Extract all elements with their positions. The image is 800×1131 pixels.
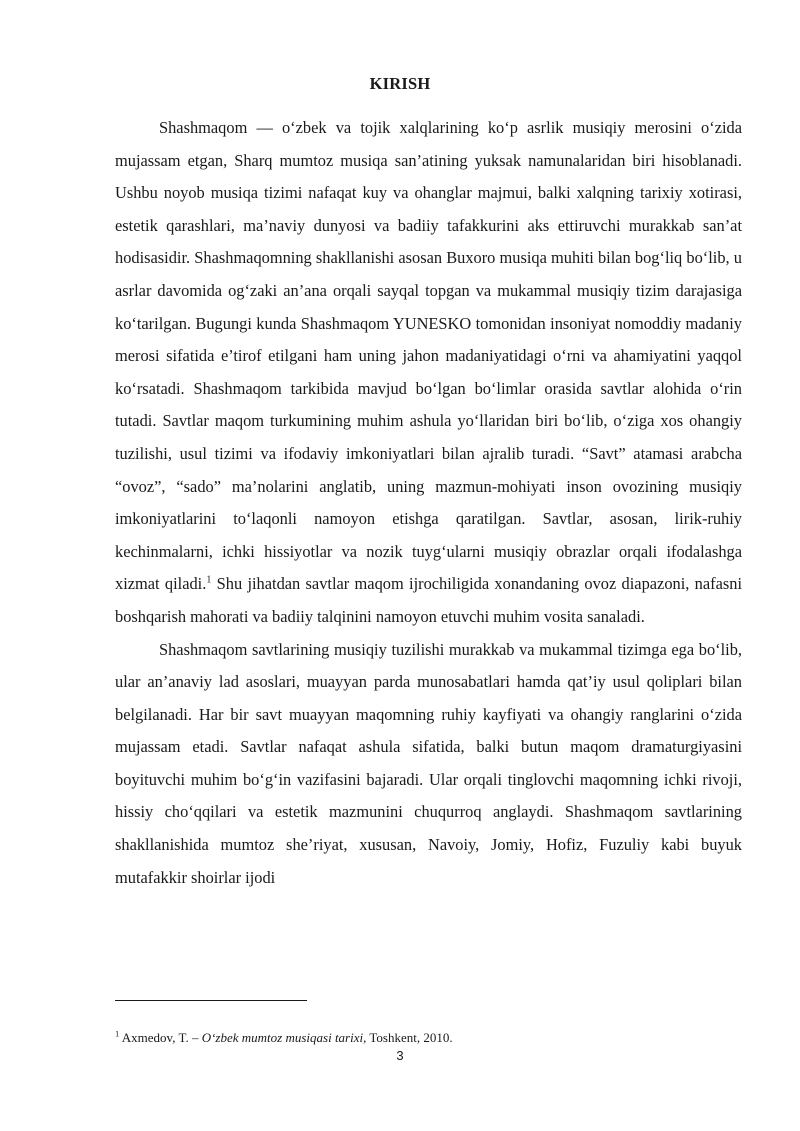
footnote [115,1030,742,1046]
paragraph-2: Shashmaqom savtlarining musiqiy tuzilishi murakkab va mukammal tizimga ega bo‘lib, ular an’anaviy lad asoslari, muayyan parda munosabatlari hamda qat’iy usul qoliplari bilan belgilanadi. Har bir savt muayyan maqomning ruhiy kayfiyati va ohangiy ranglarini o‘zida mujassam etadi. Savtlar nafaqat ashula sifatida, balki butun maqom dramaturgiyasini boyituvchi muhim bo‘g‘in vazifasini bajaradi. Ular orqali tinglovchi maqomning ichki rivoji, hissiy cho‘qqilari va estetik mazmunini chuqurroq anglaydi. Shashmaqom savtlarining shakllanishida mumtoz she’riyat, xususan, Navoiy, Jomiy, Hofiz, Fuzuliy kabi buyuk mutafakkir shoirlar ijodi [115,639,742,887]
paragraph-1-text: Shashmaqom — o‘zbek va tojik xalqlarining ko‘p asrlik musiqiy merosini o‘zida mujassam etgan, Sharq mumtoz musiqa san’atining yuksak namunalaridan biri hisoblanadi. Ushbu noyob musiqa tizimi nafaqat kuy va ohanglar majmui, balki xalqning tarixiy xotirasi, estetik qarashlari, ma’naviy dunyosi va badiiy tafakkurini aks ettiruvchi murakkab san’at hodisasidir. Shashmaqomning shakllanishi asosan Buxoro musiqa muhiti bilan bog‘liq bo‘lib, u asrlar davomida og‘zaki an’ana orqali sayqal topgan va mukammal musiqiy tizim darajasiga ko‘tarilgan. Bugungi kunda Shashmaqom YUNESKO tomonidan insoniyat nomoddiy madaniy merosi sifatida e’tirof etilgani ham uning jahon madaniyatidagi o‘rni va ahamiyatini yaqqol ko‘rsatadi. Shashmaqom tarkibida mavjud bo‘lgan bo‘limlar orasida savtlar alohida o‘rin tutadi. Savtlar maqom turkumining muhim ashula yo‘llaridan biri bo‘lib, o‘ziga xos ohangiy tuzilishi, usul tizimi va ifodaviy imkoniyatlari bilan ajralib turadi. “Savt” atamasi arabcha “ovoz”, “sado” ma’nolarini anglatib, uning mazmun-mohiyati inson ovozining musiqiy imkoniyatlarini to‘laqonli namoyon etishga qaratilgan. Savtlar, asosan, lirik-ruhiy kechinmalarni, ichki hissiyotlar va nozik tuyg‘ularni musiqiy obrazlar orqali ifodalashga xizmat qiladi. [115,118,742,594]
footnote-publication: , Toshkent, 2010. [363,1030,453,1045]
page-number: 3 [396,1048,404,1063]
footnote-separator [115,1000,307,1001]
footnote-reference[interactable]: 1 [206,574,212,586]
footnote-book-title: O‘zbek mumtoz musiqasi tarixi [201,1030,364,1045]
paragraph-1-text-continued: Shu jihatdan savtlar maqom ijrochiligida xonandaning ovoz diapazoni, nafasni boshqarish mahorati va badiiy talqinini namoyon etuvchi muhim vosita sanaladi. [115,574,743,626]
footnote-author: Axmedov, T. – [119,1030,202,1045]
footnote-number: 1 [115,1028,120,1039]
body-text [115,112,742,894]
paragraph-1 [115,112,742,634]
section-title: KIRISH [369,74,431,93]
